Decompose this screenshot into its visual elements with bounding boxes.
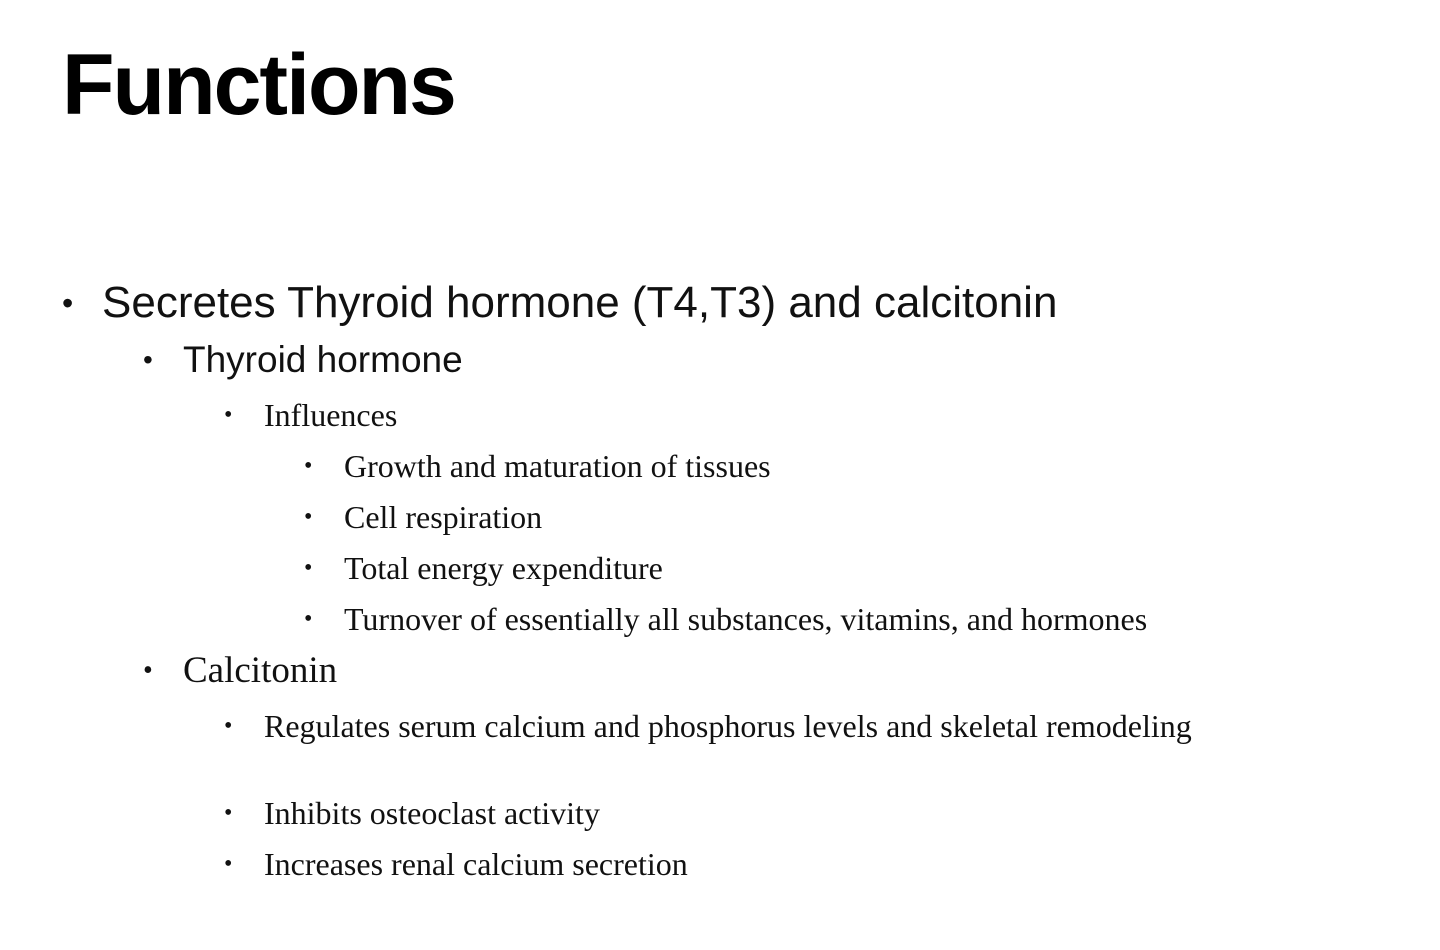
bullet-item bbox=[224, 708, 1194, 744]
bullet-dot: • bbox=[304, 453, 313, 479]
bullet-item bbox=[224, 846, 688, 882]
bullet-item bbox=[224, 397, 398, 433]
bullet-item bbox=[62, 278, 1058, 329]
bullet-text: Inhibits osteoclast activity bbox=[264, 795, 600, 831]
bullet-text: Secretes Thyroid hormone (T4,T3) and calcitonin bbox=[102, 278, 1058, 327]
bullet-item bbox=[304, 601, 1148, 637]
bullet-dot: • bbox=[224, 713, 233, 739]
bullet-dot: • bbox=[143, 344, 153, 375]
bullet-dot: • bbox=[62, 285, 74, 321]
bullet-dot: • bbox=[304, 555, 313, 581]
bullet-text: Turnover of essentially all substances, vitamins, and hormones bbox=[344, 601, 1148, 637]
bullet-dot: • bbox=[224, 402, 233, 428]
bullet-item bbox=[304, 448, 771, 484]
bullet-text: Increases renal calcium secretion bbox=[264, 846, 688, 882]
bullet-text: Total energy expenditure bbox=[344, 550, 663, 586]
bullet-text: Calcitonin bbox=[183, 650, 338, 691]
bullet-text: Influences bbox=[264, 397, 398, 433]
slide-title: Functions bbox=[62, 37, 455, 133]
bullet-dot: • bbox=[224, 800, 233, 826]
bullet-item bbox=[143, 650, 338, 693]
bullet-dot: • bbox=[304, 606, 313, 632]
bullet-item bbox=[304, 550, 663, 586]
bullet-item bbox=[143, 339, 463, 382]
bullet-text: Regulates serum calcium and phosphorus levels and skeletal remodeling bbox=[264, 708, 1192, 744]
bullet-dot: • bbox=[304, 504, 313, 530]
bullet-item bbox=[224, 795, 600, 831]
bullet-text: Growth and maturation of tissues bbox=[344, 448, 771, 484]
bullet-text: Thyroid hormone bbox=[183, 339, 463, 380]
bullet-dot: • bbox=[224, 851, 233, 877]
bullet-dot: • bbox=[143, 655, 153, 686]
bullet-item bbox=[304, 499, 543, 535]
bullet-text: Cell respiration bbox=[344, 499, 543, 535]
